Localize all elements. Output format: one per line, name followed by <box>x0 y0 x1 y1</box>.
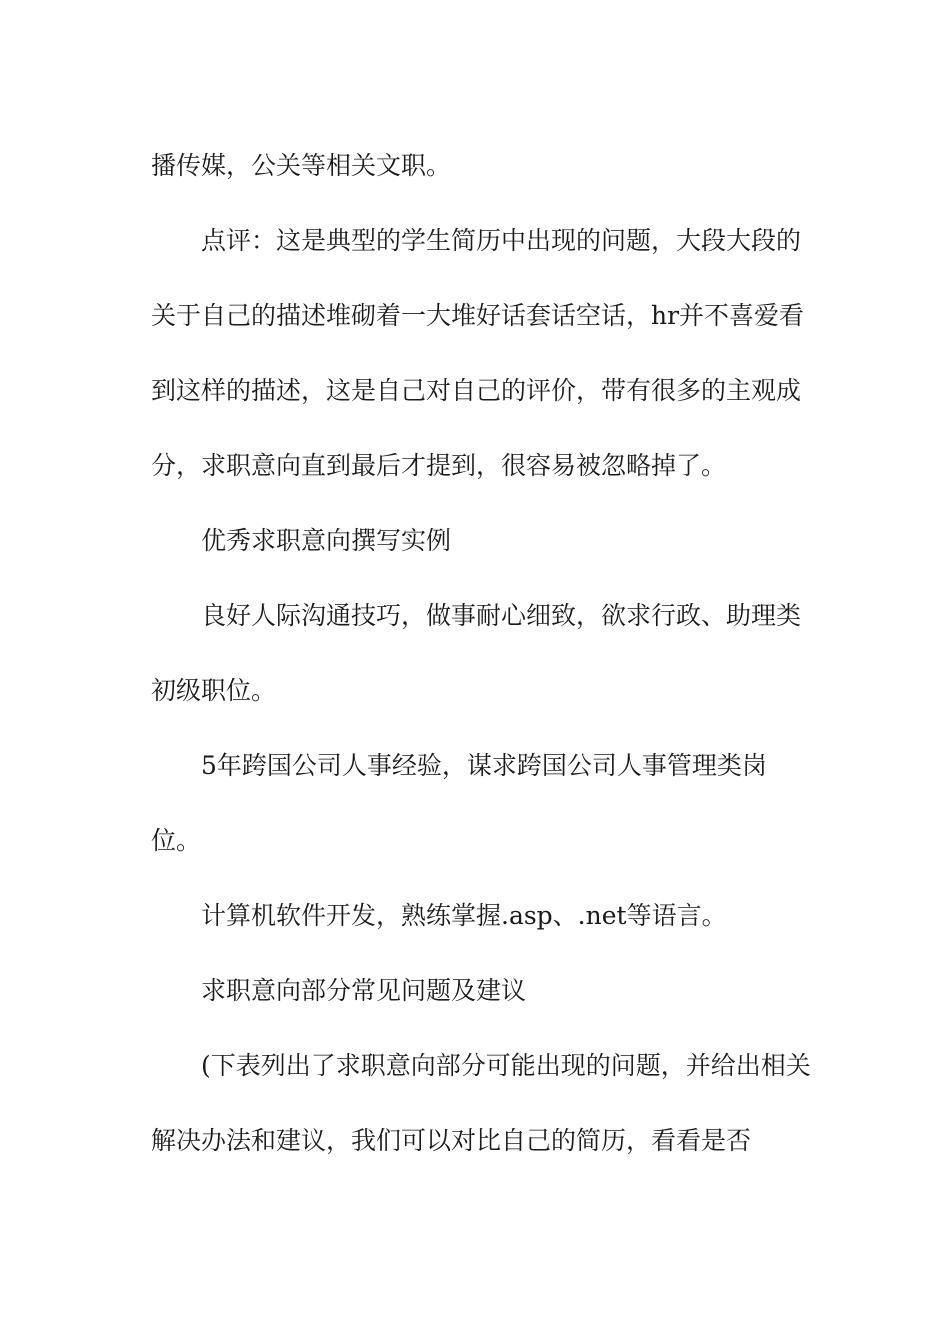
document-body <box>151 128 811 1178</box>
section-heading-examples: 优秀求职意向撰写实例 <box>201 526 452 555</box>
example-item-3: 计算机软件开发，熟练掌握.asp、.net等语言。 <box>201 901 727 930</box>
example-item-2: 5年跨国公司人事经验，谋求跨国公司人事管理类岗位。 <box>151 751 767 855</box>
example-item-1: 良好人际沟通技巧，做事耐心细致，欲求行政、助理类初级职位。 <box>151 601 802 705</box>
paragraph-table-intro: (下表列出了求职意向部分可能出现的问题，并给出相关解决办法和建议，我们可以对比自己的简历，看看是否 <box>151 1051 811 1155</box>
section-heading-problems: 求职意向部分常见问题及建议 <box>201 976 527 1005</box>
paragraph-review-comment: 点评：这是典型的学生简历中出现的问题，大段大段的关于自己的描述堆砌着一大堆好话套话空话，hr并不喜爱看到这样的描述，这是自己对自己的评价，带有很多的主观成分，求职意向直到最后才提到，很容易被忽略掉了。 <box>151 226 805 480</box>
paragraph-continuation: 播传媒，公关等相关文职。 <box>151 151 452 180</box>
